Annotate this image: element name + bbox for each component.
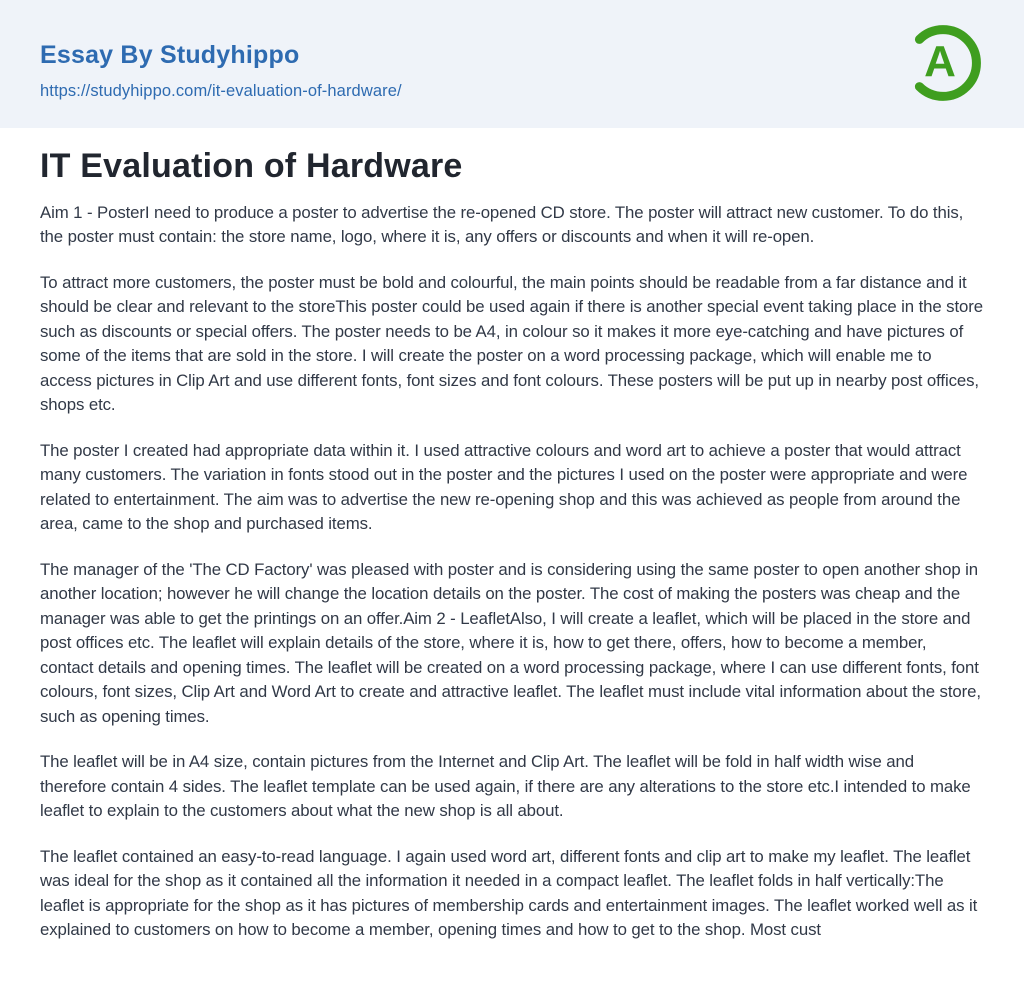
essay-paragraph: The poster I created had appropriate data within it. I used attractive colours and word art to achieve a poster that would attract many customers. The variation in fonts stood out in the poster and the pictures I used on the poster were appropriate and were related to entertainment. The aim was to advertise the new re-opening shop and this was achieved as people from around the area, came to the shop and purchased items. <box>40 440 968 534</box>
essay-paragraph: The manager of the 'The CD Factory' was pleased with poster and is considering using the same poster to open another shop in another location; however he will change the location details on the poster. The cost of making the posters was cheap and the manager was able to get the printings on an offer.Aim 2 - LeafletAlso, I will create a leaflet, which will be placed in the store and post offices etc. The leaflet will explain details of the store, where it is, how to get there, offers, how to become a member, contact details and opening times. The leaflet will be created on a word processing package, where I can use different fonts, font colours, font sizes, Clip Art and Word Art to create and attractive leaflet. The leaflet must include vital information about the store, such as opening times. <box>40 559 981 726</box>
site-header <box>0 0 1024 128</box>
essay-paragraph: To attract more customers, the poster must be bold and colourful, the main points should be readable from a far distance and it should be clear and relevant to the storeThis poster could be used again if there is another special event taking place in the store such as discounts or special offers. The poster needs to be A4, in colour so it makes it more eye-catching and have pictures of some of the items that are sold in the store. I will create the poster on a word processing package, which will enable me to access pictures in Clip Art and use different fonts, font sizes and font colours. These posters will be put up in nearby post offices, shops etc. <box>40 272 983 415</box>
essay-paragraph: The leaflet will be in A4 size, contain pictures from the Internet and Clip Art. The leaflet will be fold in half width wise and therefore contain 4 sides. The leaflet template can be used again, if there are any alterations to the store etc.I intended to make leaflet to explain to the customers about what the new shop is all about. <box>40 752 971 821</box>
logo-letter: A <box>924 37 956 86</box>
page-title: IT Evaluation of Hardware <box>40 147 463 185</box>
essay-paragraph: The leaflet contained an easy-to-read language. I again used word art, different fonts and clip art to make my leaflet. The leaflet was ideal for the shop as it contained all the information it needed in a compact leaflet. The leaflet folds in half vertically:The leaflet is appropriate for the shop as it has pictures of membership cards and entertainment images. The leaflet worked well as it explained to customers on how to become a member, opening times and how to get to the shop. Most cust <box>40 846 978 940</box>
studyhippo-logo[interactable] <box>901 21 985 105</box>
byline: Essay By Studyhippo <box>40 41 300 69</box>
article-body <box>0 128 1024 943</box>
essay-paragraph: Aim 1 - PosterI need to produce a poster to advertise the re-opened CD store. The poster will attract new customer. To do this, the poster must contain: the store name, logo, where it is, any offers or discounts and when it will re-open. <box>40 202 964 247</box>
essay-url-link[interactable]: https://studyhippo.com/it-evaluation-of-hardware/ <box>40 81 402 100</box>
